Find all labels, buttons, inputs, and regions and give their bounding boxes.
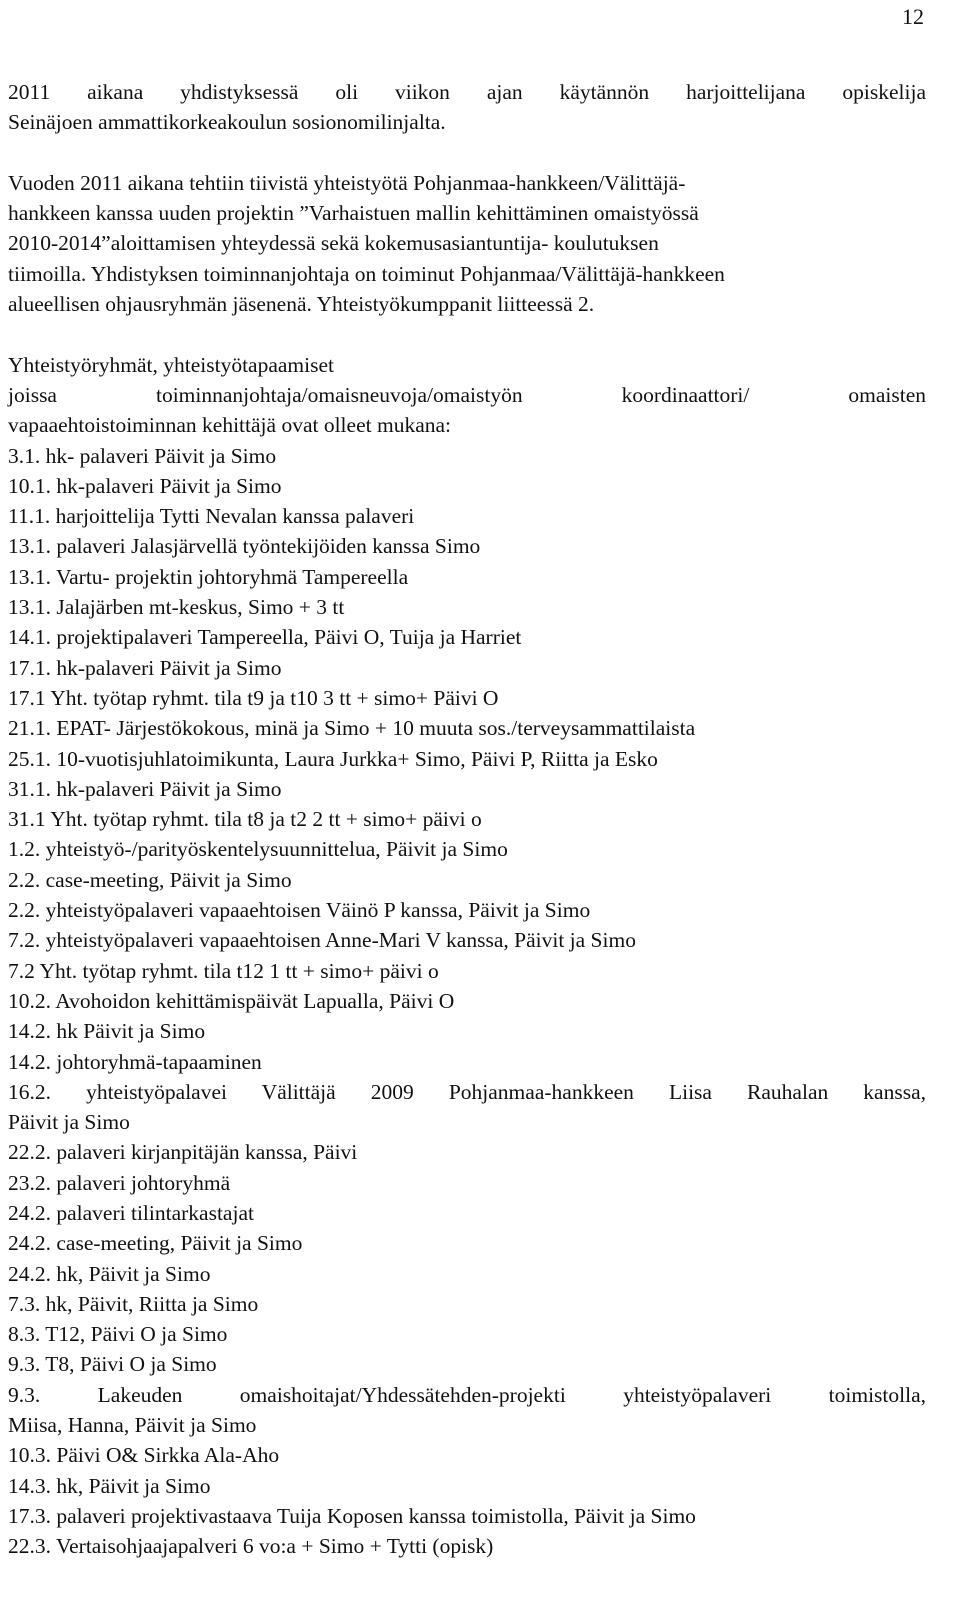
meeting-list	[8, 441, 926, 1562]
list-item: 10.1. hk-palaveri Päivit ja Simo	[8, 473, 282, 498]
list-item: 10.2. Avohoidon kehittämispäivät Lapualla, Päivi O	[8, 988, 455, 1013]
groups-heading: Yhteistyöryhmät, yhteistyötapaamiset	[8, 352, 335, 377]
list-item: 7.2 Yht. työtap ryhmt. tila t12 1 tt + simo+ päivi o	[8, 958, 439, 983]
list-item: 3.1. hk- palaveri Päivit ja Simo	[8, 443, 277, 468]
list-item-line-1: 16.2. yhteistyöpalavei Välittäjä 2009 Pohjanmaa-hankkeen Liisa Rauhalan kanssa,	[8, 1079, 926, 1104]
list-item: 25.1. 10-vuotisjuhlatoimikunta, Laura Jurkka+ Simo, Päivi P, Riitta ja Esko	[8, 746, 658, 771]
list-item-line-1: 9.3. Lakeuden omaishoitajat/Yhdessätehden-projekti yhteistyöpalaveri toimistolla,	[8, 1382, 926, 1407]
cooperation-line-2: hankkeen kanssa uuden projektin ”Varhaistuen mallin kehittäminen omaistyössä	[8, 201, 699, 226]
list-item: 13.1. Vartu- projektin johtoryhmä Tampereella	[8, 564, 409, 589]
list-item: 24.2. case-meeting, Päivit ja Simo	[8, 1231, 303, 1256]
cooperation-line-3: 2010-2014”aloittamisen yhteydessä sekä kokemusasiantuntija- koulutuksen	[8, 231, 659, 256]
cooperation-line-5: alueellisen ohjausryhmän jäsenenä. Yhteistyökumppanit liitteessä 2.	[8, 292, 595, 317]
cooperation-paragraph	[8, 168, 926, 319]
list-item	[8, 1380, 926, 1441]
list-item-line-2: Miisa, Hanna, Päivit ja Simo	[8, 1413, 257, 1438]
intro-line-2: Seinäjoen ammattikorkeakoulun sosionomilinjalta.	[8, 110, 446, 135]
list-item: 13.1. Jalajärben mt-keskus, Simo + 3 tt	[8, 595, 345, 620]
list-item: 10.3. Päivi O& Sirkka Ala-Aho	[8, 1443, 280, 1468]
list-item: 2.2. yhteistyöpalaveri vapaaehtoisen Väinö P kanssa, Päivit ja Simo	[8, 898, 591, 923]
cooperation-line-1: Vuoden 2011 aikana tehtiin tiivistä yhteistyötä Pohjanmaa-hankkeen/Välittäjä-	[8, 170, 686, 195]
list-item: 31.1. hk-palaveri Päivit ja Simo	[8, 776, 282, 801]
list-item: 14.2. johtoryhmä-tapaaminen	[8, 1049, 262, 1074]
list-item: 8.3. T12, Päivi O ja Simo	[8, 1322, 228, 1347]
list-item: 1.2. yhteistyö-/parityöskentelysuunnittelua, Päivit ja Simo	[8, 837, 508, 862]
list-item: 17.1 Yht. työtap ryhmt. tila t9 ja t10 3 tt + simo+ Päivi O	[8, 685, 499, 710]
list-item: 2.2. case-meeting, Päivit ja Simo	[8, 867, 292, 892]
list-item: 23.2. palaveri johtoryhmä	[8, 1170, 231, 1195]
list-item: 17.3. palaveri projektivastaava Tuija Koposen kanssa toimistolla, Päivit ja Simo	[8, 1503, 696, 1528]
list-item: 22.3. Vertaisohjaajapalveri 6 vo:a + Simo + Tytti (opisk)	[8, 1534, 494, 1559]
cooperation-line-4: tiimoilla. Yhdistyksen toiminnanjohtaja on toiminut Pohjanmaa/Välittäjä-hankkeen	[8, 261, 725, 286]
page-number: 12	[902, 4, 924, 29]
list-item: 9.3. T8, Päivi O ja Simo	[8, 1352, 217, 1377]
list-item-line-2: Päivit ja Simo	[8, 1110, 130, 1135]
list-item: 7.3. hk, Päivit, Riitta ja Simo	[8, 1291, 259, 1316]
intro-paragraph	[8, 77, 926, 138]
list-item: 14.1. projektipalaveri Tampereella, Päivi O, Tuija ja Harriet	[8, 625, 522, 650]
list-item: 13.1. palaveri Jalasjärvellä työntekijöiden kanssa Simo	[8, 534, 481, 559]
list-item	[8, 1077, 926, 1138]
list-item: 14.3. hk, Päivit ja Simo	[8, 1473, 211, 1498]
list-item: 24.2. hk, Päivit ja Simo	[8, 1261, 211, 1286]
groups-line-3: vapaaehtoistoiminnan kehittäjä ovat olleet mukana:	[8, 413, 451, 438]
list-item: 21.1. EPAT- Järjestökokous, minä ja Simo + 10 muuta sos./terveysammattilaista	[8, 716, 696, 741]
list-item: 17.1. hk-palaveri Päivit ja Simo	[8, 655, 282, 680]
list-item: 11.1. harjoittelija Tytti Nevalan kanssa palaveri	[8, 504, 415, 529]
document-body	[8, 77, 926, 1562]
list-item: 31.1 Yht. työtap ryhmt. tila t8 ja t2 2 tt + simo+ päivi o	[8, 807, 482, 832]
intro-line-1: 2011 aikana yhdistyksessä oli viikon ajan käytännön harjoittelijana opiskelija	[8, 80, 926, 104]
list-item: 24.2. palaveri tilintarkastajat	[8, 1200, 254, 1225]
groups-line-2: joissa toiminnanjohtaja/omaisneuvoja/omaistyön koordinaattori/ omaisten	[8, 382, 926, 407]
list-item: 7.2. yhteistyöpalaveri vapaaehtoisen Anne-Mari V kanssa, Päivit ja Simo	[8, 928, 636, 953]
list-item: 22.2. palaveri kirjanpitäjän kanssa, Päivi	[8, 1140, 358, 1165]
groups-paragraph	[8, 350, 926, 441]
list-item: 14.2. hk Päivit ja Simo	[8, 1019, 206, 1044]
